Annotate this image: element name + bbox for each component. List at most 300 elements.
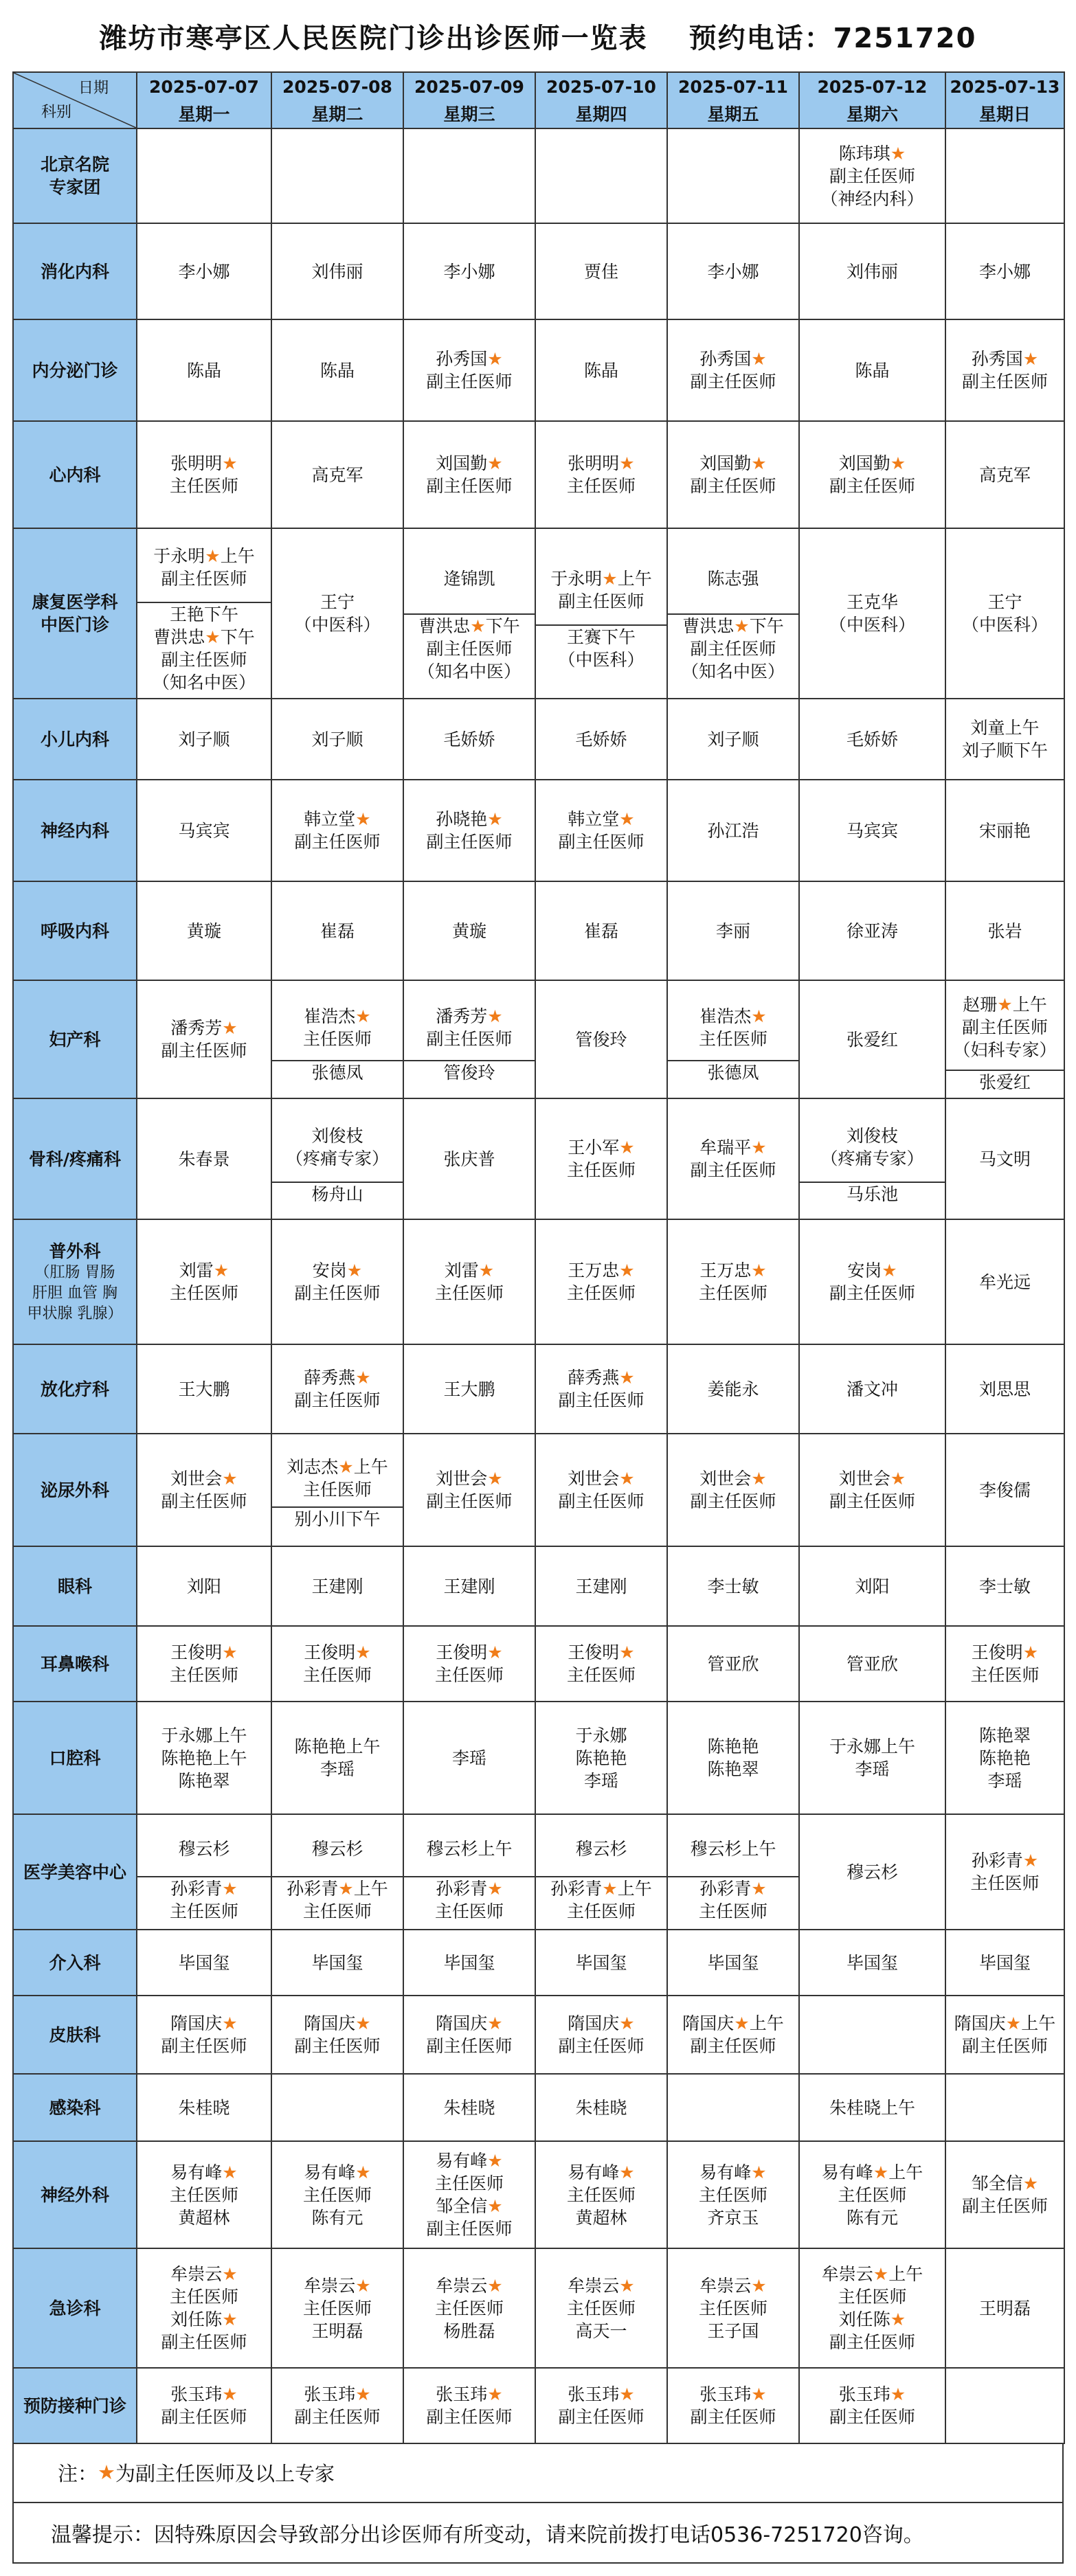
cell-line	[558, 648, 644, 671]
cell-line	[273, 2206, 401, 2229]
schedule-cell	[137, 1626, 271, 1702]
cell-line	[537, 2406, 665, 2428]
doctor-name: 刘童上午	[970, 718, 1040, 738]
schedule-cell	[945, 1344, 1064, 1434]
star-icon: ★	[602, 569, 618, 589]
cell-line	[537, 1282, 665, 1304]
star-icon: ★	[487, 2196, 503, 2216]
cell-line	[537, 1664, 665, 1686]
star-icon: ★	[205, 627, 221, 647]
doctor-name: 于永娜上午	[829, 1737, 915, 1756]
doctor-name: 孙彩青	[550, 1879, 603, 1899]
star-icon: ★	[873, 2264, 889, 2284]
doctor-name: 王赛下午	[566, 627, 636, 647]
cell-line	[537, 2012, 665, 2035]
doctor-name: 刘任陈	[838, 2309, 890, 2329]
doctor-name: 牟崇云	[170, 2264, 223, 2284]
cell-line	[405, 2297, 533, 2320]
schedule-cell	[667, 699, 799, 780]
dept-label: 呼吸内科	[40, 920, 109, 941]
star-icon: ★	[882, 1261, 897, 1280]
star-icon: ★	[890, 143, 906, 163]
schedule-cell	[535, 1626, 667, 1702]
star-icon: ★	[222, 2013, 238, 2033]
table-row	[13, 1219, 1064, 1344]
schedule-cell	[799, 1344, 945, 1434]
star-icon: ★	[478, 1261, 495, 1280]
doctor-name: 毕国玺	[311, 1952, 363, 1973]
dept-label: 神经外科	[40, 2184, 109, 2205]
doctor-name: 王克华	[846, 592, 898, 612]
star-icon: ★	[487, 2384, 503, 2404]
doctor-name: 陈晶	[320, 360, 355, 381]
session-label: 下午	[749, 615, 784, 636]
doctor-name: 刘子顺下午	[961, 741, 1048, 760]
weekday-header: 星期日	[945, 100, 1064, 128]
cell-line	[287, 1877, 388, 1900]
star-icon: ★	[355, 2162, 371, 2182]
cell-line	[948, 370, 1062, 393]
star-icon: ★	[734, 615, 750, 636]
date-header: 2025-07-08	[271, 72, 403, 100]
star-icon: ★	[487, 1006, 503, 1026]
schedule-cell	[403, 1930, 535, 1996]
schedule-cell	[137, 2368, 271, 2443]
doctor-name: 安岗	[847, 1261, 882, 1280]
doctor-name: 陈艳艳	[707, 1737, 759, 1756]
cell-line	[669, 370, 797, 393]
doctor-name: 刘任陈	[170, 2309, 223, 2329]
doctor-name: 孙彩青	[436, 1879, 488, 1899]
doctor-name: 朱桂晓上午	[829, 2097, 915, 2118]
cell-line	[537, 2161, 665, 2184]
schedule-cell	[945, 2248, 1064, 2368]
doctor-name: 主任医师	[970, 1665, 1040, 1685]
doctor-name: 刘思思	[978, 1379, 1031, 1399]
doctor-name: 穆云杉	[846, 1862, 898, 1882]
doctor-name: 牟瑞平	[699, 1138, 752, 1157]
empty-cell	[403, 128, 535, 223]
doctor-name: 韩立堂	[304, 809, 356, 829]
schedule-cell	[137, 421, 271, 528]
cell-line	[139, 2161, 269, 2184]
doctor-name: 主任医师	[566, 1160, 636, 1180]
doctor-name: 副主任医师	[161, 2407, 247, 2427]
doctor-name: 副主任医师	[426, 1491, 513, 1511]
cell-line	[273, 1282, 401, 1304]
schedule-cell-split	[137, 1814, 271, 1930]
split-bottom	[536, 624, 666, 671]
doctor-name: （知名中医）	[152, 673, 256, 692]
title-text: 潍坊市寒亭区人民医院门诊出诊医师一览表	[99, 22, 648, 54]
split-top	[137, 1821, 271, 1876]
schedule-cell-split	[403, 1814, 535, 1930]
doctor-name: 薛秀燕	[568, 1368, 620, 1388]
dept-meirong	[13, 1814, 137, 1930]
cell-line	[567, 1900, 636, 1923]
cell-line	[405, 1641, 533, 1664]
doctor-name: 徐亚涛	[846, 920, 898, 941]
cell-line	[139, 2012, 269, 2035]
star-icon: ★	[222, 2309, 238, 2329]
doctor-name: （知名中医）	[681, 661, 785, 681]
doctor-name: 主任医师	[434, 1283, 504, 1303]
doctor-name: 张明明	[170, 453, 223, 473]
schedule-cell	[535, 1702, 667, 1814]
schedule-cell	[271, 881, 403, 980]
cell-line	[801, 2406, 943, 2428]
dept-label: 内分泌门诊	[32, 360, 118, 381]
doctor-name: 刘志杰	[287, 1456, 339, 1477]
empty-cell	[535, 128, 667, 223]
cell-line	[537, 2320, 665, 2342]
doctor-name: 李俊儒	[978, 1480, 1031, 1500]
doctor-name: 薛秀燕	[304, 1368, 356, 1388]
session-label: 上午	[888, 2162, 923, 2182]
cell-line	[537, 1641, 665, 1664]
star-icon: ★	[222, 2384, 238, 2404]
doctor-name: （中医科）	[294, 615, 381, 635]
star-icon: ★	[222, 1642, 238, 1662]
schedule-cell	[945, 1702, 1064, 1814]
doctor-name: 于永娜	[575, 1725, 627, 1745]
cell-line	[801, 2285, 943, 2308]
schedule-cell	[271, 528, 403, 699]
doctor-name: 王建刚	[443, 1576, 495, 1596]
doctor-name: 副主任医师	[558, 591, 645, 611]
cell-line	[273, 1664, 401, 1686]
cell-line	[405, 831, 533, 853]
table-row	[13, 319, 1064, 421]
doctor-name: （中医科）	[558, 650, 645, 670]
star-icon: ★	[487, 1469, 503, 1489]
schedule-cell	[535, 2074, 667, 2141]
cell-line	[426, 1028, 512, 1050]
dept-jieru	[13, 1930, 137, 1996]
session-label: 上午	[617, 569, 652, 589]
doctor-name: 王明磊	[311, 2320, 363, 2341]
schedule-cell	[137, 1996, 271, 2074]
cell-line	[948, 716, 1062, 739]
dept-guke	[13, 1098, 137, 1219]
doctor-name: 主任医师	[302, 2184, 372, 2205]
split-wrap	[272, 1821, 403, 1923]
cell-line	[273, 831, 401, 853]
dept-label: 神经内科	[40, 820, 109, 841]
cell-line	[558, 590, 644, 613]
split-wrap	[137, 533, 271, 694]
doctor-name: 陈玮琪	[838, 143, 890, 163]
session-label: 下午	[220, 627, 255, 647]
cell-line	[303, 1478, 372, 1501]
schedule-cell	[945, 1098, 1064, 1219]
doctor-name: 别小川下午	[294, 1509, 381, 1529]
split-wrap	[668, 545, 798, 683]
schedule-cell	[137, 319, 271, 421]
doctor-name: 副主任医师	[829, 2407, 915, 2427]
doctor-name: 刘世会	[436, 1469, 488, 1489]
schedule-cell	[535, 1098, 667, 1219]
star-icon: ★	[355, 2013, 371, 2033]
doctor-name: 隋国庆	[682, 2013, 735, 2033]
doctor-name: 副主任医师	[690, 1160, 776, 1180]
cell-line	[537, 1136, 665, 1159]
schedule-cell	[799, 2141, 945, 2248]
star-icon: ★	[487, 1642, 503, 1662]
cell-line	[153, 626, 254, 648]
dept-subtitle: 肝胆 血管 胸	[32, 1284, 117, 1302]
star-icon: ★	[355, 809, 371, 829]
doctor-name: 牟光远	[978, 1272, 1031, 1292]
cell-line	[669, 2297, 797, 2320]
split-bottom	[272, 1506, 403, 1530]
star-icon: ★	[751, 1138, 767, 1157]
doctor-name: 主任医师	[566, 2184, 636, 2205]
schedule-cell	[799, 1930, 945, 1996]
doctor-name: 王大鹏	[178, 1379, 230, 1399]
doctor-name: 张玉玮	[304, 2384, 356, 2404]
doctor-name: 陈艳翠	[978, 1725, 1031, 1745]
doctor-name: 隋国庆	[304, 2013, 356, 2033]
doctor-name: 副主任医师	[961, 372, 1048, 392]
doctor-name: 副主任医师	[426, 476, 513, 496]
doctor-name: 马乐池	[846, 1184, 898, 1204]
split-wrap	[137, 1821, 271, 1923]
doctor-name: 李丽	[715, 920, 750, 941]
split-bottom	[272, 1060, 403, 1084]
schedule-cell	[945, 1626, 1064, 1702]
doctor-name: 主任医师	[970, 1873, 1040, 1893]
cell-line	[537, 1747, 665, 1770]
doctor-name: 陈艳艳	[978, 1748, 1031, 1768]
cell-line	[405, 1490, 533, 1513]
split-wrap	[272, 1450, 403, 1530]
doctor-name: 穆云杉上午	[690, 1838, 776, 1859]
schedule-cell	[799, 780, 945, 881]
doctor-name: 王俊明	[568, 1642, 620, 1662]
cell-line	[405, 348, 533, 370]
schedule-cell	[535, 2141, 667, 2248]
schedule-cell-split	[799, 1098, 945, 1219]
dept-label: 急诊科	[49, 2298, 101, 2318]
doctor-name: 朱桂晓	[575, 2097, 627, 2118]
cell-line	[948, 2035, 1062, 2057]
doctor-name: 主任医师	[698, 2184, 767, 2205]
schedule-cell	[137, 1434, 271, 1546]
doctor-name: 毛娇娇	[443, 729, 495, 749]
cell-line	[537, 1366, 665, 1389]
star-icon: ★	[355, 2384, 371, 2404]
doctor-name: 主任医师	[566, 1665, 636, 1685]
star-icon: ★	[751, 2384, 767, 2404]
session-label: 上午	[353, 1879, 388, 1899]
star-icon: ★	[997, 995, 1013, 1015]
cell-line	[405, 2320, 533, 2342]
star-icon: ★	[751, 349, 767, 369]
schedule-cell	[945, 881, 1064, 980]
cell-line	[273, 1389, 401, 1412]
split-top	[946, 986, 1064, 1070]
star-icon: ★	[487, 2151, 503, 2171]
dept-subtitle: 甲状腺 乳腺）	[27, 1304, 123, 1322]
cell-line	[537, 831, 665, 853]
appointment-phone: 预约电话：7251720	[688, 22, 977, 54]
doctor-name: 副主任医师	[294, 832, 381, 852]
cell-line	[669, 2161, 797, 2184]
schedule-cell	[535, 980, 667, 1098]
doctor-name: 刘国勤	[436, 453, 488, 473]
doctor-name: 副主任医师	[558, 1491, 645, 1511]
doctor-name: 孙彩青	[971, 1851, 1023, 1871]
doctor-name: 主任医师	[434, 1665, 504, 1685]
schedule-cell	[535, 1996, 667, 2074]
schedule-cell	[667, 223, 799, 319]
split-bottom	[404, 1876, 535, 1923]
split-top	[536, 1821, 666, 1876]
cell-line	[426, 637, 512, 660]
cell-line	[682, 660, 785, 683]
schedule-cell	[271, 421, 403, 528]
cell-line	[948, 348, 1062, 370]
cell-line	[287, 1456, 388, 1478]
legend-note	[12, 2443, 1064, 2503]
split-bottom	[137, 602, 271, 694]
star-icon: ★	[619, 1138, 635, 1157]
schedule-cell	[403, 1098, 535, 1219]
star-icon: ★	[487, 349, 503, 369]
dept-fuchan	[13, 980, 137, 1098]
star-icon: ★	[355, 1006, 371, 1026]
doctor-name: 副主任医师	[161, 569, 247, 589]
cell-line	[537, 452, 665, 475]
schedule-cell	[403, 2074, 535, 2141]
schedule-cell	[667, 1702, 799, 1814]
doctor-name: 邹全信	[436, 2196, 488, 2216]
doctor-name: 主任医师	[169, 1283, 238, 1303]
cell-line	[948, 1747, 1062, 1770]
schedule-cell	[535, 319, 667, 421]
doctor-name: 张玉玮	[699, 2384, 752, 2404]
doctor-name: 副主任医师	[426, 2036, 513, 2056]
schedule-cell-split	[271, 1098, 403, 1219]
star-icon: ★	[619, 2013, 635, 2033]
doctor-name: 马宾宾	[178, 820, 230, 841]
split-bottom	[404, 1060, 535, 1084]
empty-cell	[799, 1996, 945, 2074]
schedule-cell	[667, 1098, 799, 1219]
table-row	[13, 2248, 1064, 2368]
cell-line	[537, 1490, 665, 1513]
cell-line	[273, 2320, 401, 2342]
doctor-name: 孙彩青	[699, 1879, 752, 1899]
cell-line	[801, 1259, 943, 1282]
star-icon: ★	[890, 2384, 906, 2404]
cell-line	[948, 591, 1062, 613]
doctor-name: 陈有元	[846, 2207, 898, 2228]
cell-line	[537, 2383, 665, 2406]
schedule-cell	[667, 1626, 799, 1702]
cell-line	[161, 648, 247, 671]
doctor-name: 朱桂晓	[443, 2097, 495, 2118]
cell-line	[948, 2195, 1062, 2217]
session-label: 上午	[353, 1456, 388, 1477]
doctor-name: 副主任医师	[690, 2407, 776, 2427]
doctor-name: 副主任医师	[294, 1283, 381, 1303]
doctor-name: 张庆普	[443, 1149, 495, 1169]
star-icon: ★	[222, 1469, 238, 1489]
star-icon: ★	[751, 453, 767, 473]
schedule-cell-split	[271, 980, 403, 1098]
split-wrap	[668, 1821, 798, 1923]
dept-label: 北京名院	[40, 155, 109, 174]
cell-line	[273, 2406, 401, 2428]
star-icon: ★	[751, 1261, 767, 1280]
dept-label: 小儿内科	[40, 729, 109, 749]
cell-line	[669, 2274, 797, 2297]
dept-label: 皮肤科	[49, 2024, 101, 2045]
dept-label: 医学美容中心	[23, 1862, 126, 1882]
doctor-name: （知名中医）	[417, 661, 521, 681]
doctor-name: 黄璇	[451, 920, 486, 941]
schedule-cell	[799, 2368, 945, 2443]
doctor-name: 王万忠	[568, 1261, 620, 1280]
schedule-cell	[535, 2368, 667, 2443]
split-top	[668, 545, 798, 613]
split-top	[800, 1113, 945, 1182]
doctor-name: 张明明	[568, 453, 620, 473]
doctor-name: 孙江浩	[707, 820, 759, 841]
schedule-cell	[945, 1434, 1064, 1546]
schedule-cell	[799, 223, 945, 319]
schedule-cell	[799, 2074, 945, 2141]
cell-line	[405, 370, 533, 393]
schedule-cell	[403, 223, 535, 319]
doctor-name: 李瑶	[451, 1748, 486, 1768]
schedule-cell	[271, 1930, 403, 1996]
doctor-name: 王子国	[707, 2320, 759, 2341]
split-bottom	[536, 1876, 666, 1923]
session-label: 上午	[1012, 995, 1047, 1015]
note-text: 为副主任医师及以上专家	[115, 2461, 335, 2485]
doctor-name: 陈晶	[855, 360, 890, 381]
cell-line	[405, 2012, 533, 2035]
doctor-name: 主任医师	[302, 1028, 372, 1049]
table-row	[13, 780, 1064, 881]
cell-line	[801, 475, 943, 497]
doctor-name: 主任医师	[302, 2298, 372, 2318]
cell-line	[139, 475, 269, 497]
cell-line	[948, 613, 1062, 636]
table-row	[13, 1098, 1064, 1219]
doctor-name: 张岩	[987, 920, 1022, 941]
cell-line	[948, 739, 1062, 762]
doctor-name: 杨舟山	[311, 1184, 363, 1204]
schedule-cell	[403, 2248, 535, 2368]
date-header: 2025-07-09	[403, 72, 535, 100]
doctor-name: 崔磊	[320, 920, 355, 941]
split-wrap	[668, 995, 798, 1084]
date-header: 2025-07-11	[667, 72, 799, 100]
star-icon: ★	[338, 1456, 354, 1477]
dept-label: 专家团	[49, 177, 101, 197]
split-top	[404, 545, 535, 613]
cell-line	[139, 2263, 269, 2285]
table-row	[13, 2368, 1064, 2443]
dept-label: 眼科	[57, 1576, 92, 1596]
session-label: 上午	[617, 1879, 652, 1899]
split-wrap	[536, 1821, 666, 1923]
dept-label: 耳鼻喉科	[40, 1653, 109, 1674]
